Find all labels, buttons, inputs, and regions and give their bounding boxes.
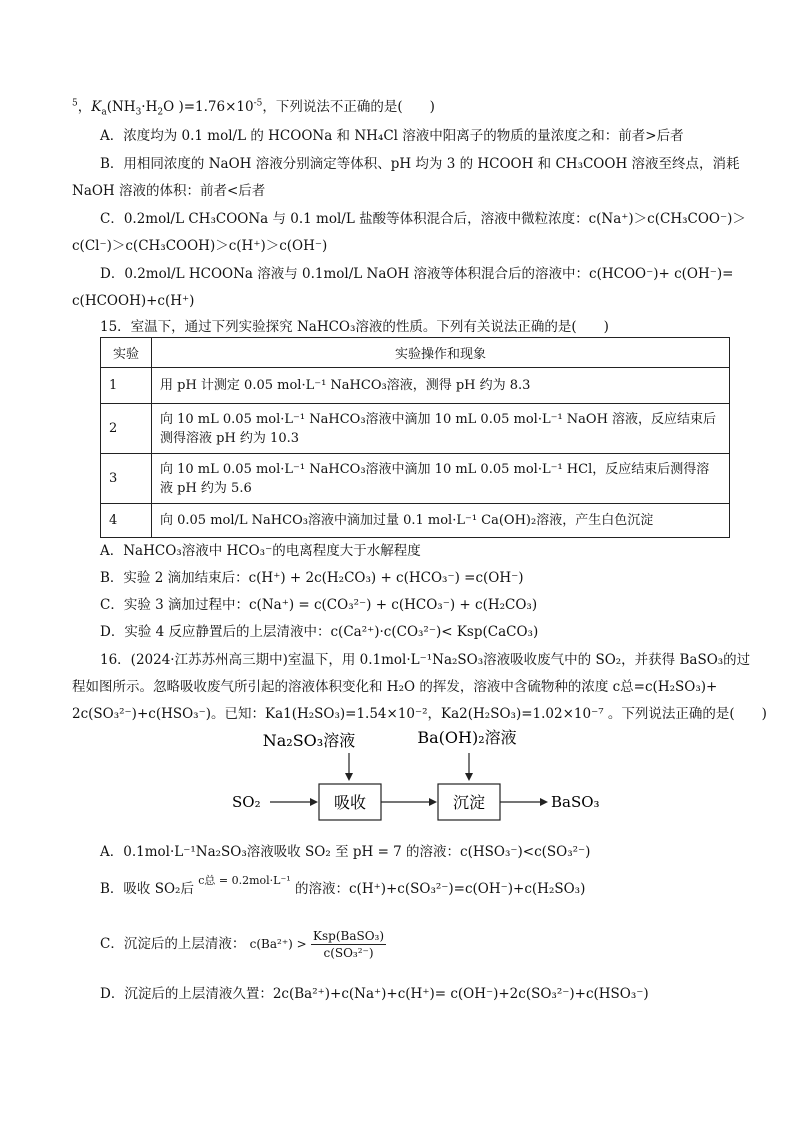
table-cell-text: 向 10 mL 0.05 mol·L⁻¹ NaHCO₃溶液中滴加 10 mL 0.05 mol·L⁻¹ NaOH 溶液，反应结束后测得溶液 pH 约为 10.3: [152, 404, 730, 454]
output-baso3-label: BaSO₃: [551, 793, 600, 811]
q14-prefix: 5: [72, 98, 78, 109]
table-cell-number: 1: [101, 368, 152, 404]
q14-option-d-line2: c(HCOOH)+c(H⁺): [72, 293, 195, 309]
arrow-middle-head: [429, 798, 437, 806]
q16-option-b-condition: c总 = 0.2mol·L⁻¹: [198, 874, 291, 887]
q14-option-a: A．浓度均为 0.1 mol/L 的 HCOONa 和 NH₄Cl 溶液中阳离子的物质的量浓度之和：前者>后者: [100, 128, 684, 144]
q15-option-c: C．实验 3 滴加过程中：c(Na⁺) = c(CO₃²⁻) + c(HCO₃⁻) + c(H₂CO₃): [100, 597, 538, 613]
arrow-down-2-head: [465, 773, 473, 781]
q14-option-b-line1: B．用相同浓度的 NaOH 溶液分别滴定等体积、pH 均为 3 的 HCOOH 和 CH₃COOH 溶液至终点，消耗: [100, 156, 740, 172]
table-header-cell: 实验: [101, 338, 152, 368]
q15-experiment-table: [100, 337, 730, 538]
table-row: [101, 404, 730, 454]
table-cell-number: 3: [101, 454, 152, 504]
step-absorb-label: 吸收: [333, 793, 367, 812]
table-cell-number: 4: [101, 504, 152, 538]
q14-option-c-line2: c(Cl⁻)＞c(CH₃COOH)＞c(H⁺)＞c(OH⁻): [72, 238, 328, 254]
q16-option-a: A．0.1mol·L⁻¹Na₂SO₃溶液吸收 SO₂ 至 pH = 7 的溶液：c(HSO₃⁻)<c(SO₃²⁻): [100, 844, 591, 860]
q15-stem: 15．室温下，通过下列实验探究 NaHCO₃溶液的性质。下列有关说法正确的是( ): [100, 319, 609, 335]
step-precipitate-label: 沉淀: [452, 793, 486, 812]
table-header-cell: 实验操作和现象: [152, 338, 730, 368]
reagent-na2so3-label: Na₂SO₃溶液: [262, 731, 356, 750]
table-header-row: [101, 338, 730, 368]
table-row: [101, 504, 730, 538]
table-cell-text: 向 0.05 mol/L NaHCO₃溶液中滴加过量 0.1 mol·L⁻¹ Ca(OH)₂溶液，产生白色沉淀: [152, 504, 730, 538]
q15-option-d: D．实验 4 反应静置后的上层清液中：c(Ca²⁺)·c(CO₃²⁻)< Ksp(CaCO₃): [100, 624, 539, 640]
q14-stem: $^5$，$K_a(NH_3\cdot H_2O$ )$=1.76\times 10^{-5}$，下列说法不正确的是( ): [72, 98, 435, 118]
table-cell-text: 向 10 mL 0.05 mol·L⁻¹ NaHCO₃溶液中滴加 10 mL 0.05 mol·L⁻¹ HCl，反应结束后测得溶液 pH 约为 5.6: [152, 454, 730, 504]
arrow-out-head: [540, 798, 548, 806]
q16-option-c: C．沉淀后的上层清液： c(Ba²⁺) > $\frac{\text{Ksp(BaSO₃)}}{\text{c(SO₃²⁻)}}$: [100, 929, 385, 960]
q15-option-a: A．NaHCO₃溶液中 HCO₃⁻的电离程度大于水解程度: [100, 543, 421, 559]
q16-option-d: D．沉淀后的上层清液久置：2c(Ba²⁺)+c(Na⁺)+c(H⁺)= c(OH⁻)+2c(SO₃²⁻)+c(HSO₃⁻): [100, 986, 649, 1002]
q14-option-d-line1: D．0.2mol/L HCOONa 溶液与 0.1mol/L NaOH 溶液等体积混合后的溶液中：c(HCOO⁻)+ c(OH⁻)=: [100, 266, 734, 282]
table-cell-number: 2: [101, 404, 152, 454]
q14-option-c-line1: C．0.2mol/L CH₃COONa 与 0.1 mol/L 盐酸等体积混合后，溶液中微粒浓度：c(Na⁺)＞c(CH₃COO⁻)＞: [100, 211, 746, 227]
table-row: [101, 368, 730, 404]
q16-option-c-fraction: $\frac{\text{Ksp(BaSO₃)}}{\text{c(SO₃²⁻)}}$: [313, 929, 385, 960]
arrow-down-1-head: [345, 773, 353, 781]
q16-process-flow-diagram: [220, 725, 640, 835]
q15-option-b: B．实验 2 滴加结束后：c(H⁺) + 2c(H₂CO₃) + c(HCO₃⁻) =c(OH⁻): [100, 570, 524, 586]
table-cell-text: 用 pH 计测定 0.05 mol·L⁻¹ NaHCO₃溶液，测得 pH 约为 8.3: [152, 368, 730, 404]
q14-option-b-line2: NaOH 溶液的体积：前者<后者: [72, 183, 266, 199]
q16-stem-line2: 程如图所示。忽略吸收废气所引起的溶液体积变化和 H₂O 的挥发，溶液中含硫物种的浓度 c总=c(H₂SO₃)+: [72, 679, 718, 695]
reagent-baoh2-label: Ba(OH)₂溶液: [417, 728, 517, 747]
table-row: [101, 454, 730, 504]
input-so2-label: SO₂: [232, 793, 261, 811]
q16-stem-line3: 2c(SO₃²⁻)+c(HSO₃⁻)。已知：Ka1(H₂SO₃)=1.54×10⁻²，Ka2(H₂SO₃)=1.02×10⁻⁷ 。下列说法正确的是( ): [72, 706, 767, 722]
arrow-in-head: [310, 798, 318, 806]
q16-option-b: B．吸收 SO₂后 $^{c总 = 0.2mol\cdot L^{-1}}$ 的溶液：c(H⁺)+c(SO₃²⁻)=c(OH⁻)+c(H₂SO₃): [100, 874, 586, 897]
q16-stem-line1: 16．(2024·江苏苏州高三期中)室温下，用 0.1mol·L⁻¹Na₂SO₃溶液吸收废气中的 SO₂，并获得 BaSO₃的过: [100, 652, 751, 668]
